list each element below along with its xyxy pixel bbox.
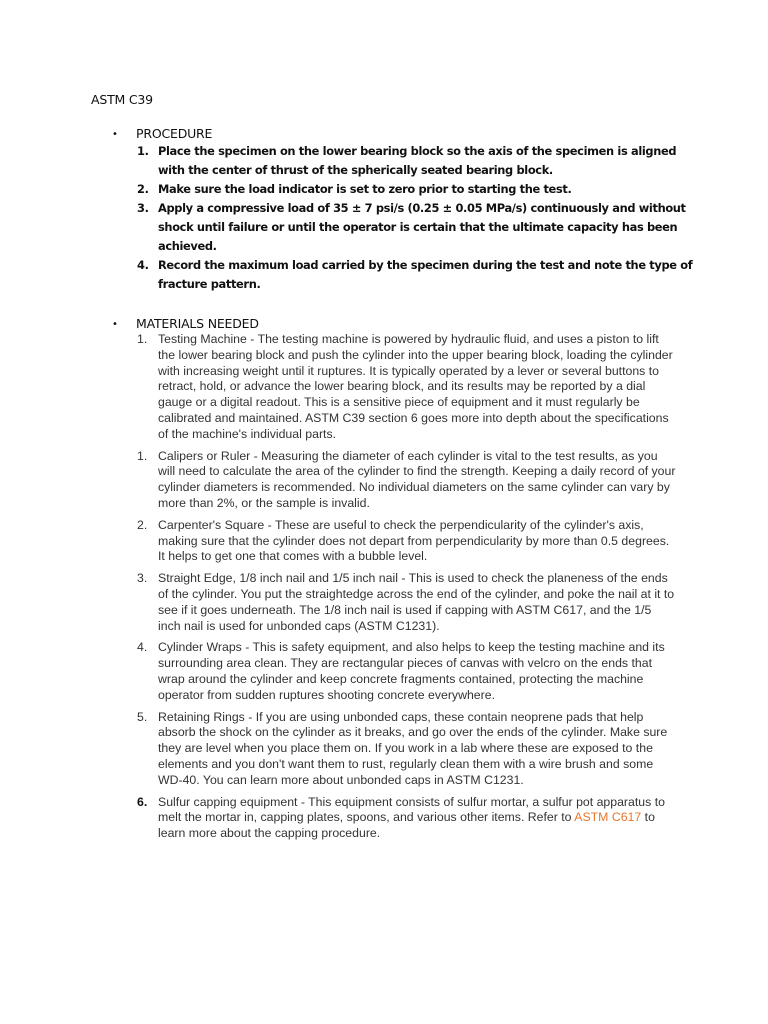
step-text: Place the specimen on the lower bearing block so the axis of the specimen is aligned with the center of thrust of the spherically seated bearing block. [158,144,677,177]
astm-c617-link[interactable]: ASTM C617 [574,810,642,825]
bullet-icon: • [112,319,118,330]
material-item [137,640,677,703]
materials-list [137,332,677,848]
procedure-step [137,180,697,199]
materials-heading [112,316,259,331]
bullet-icon: • [112,129,118,140]
step-number: 2. [137,182,149,196]
procedure-heading [112,126,212,141]
material-item [137,795,677,842]
item-number: 5. [137,709,148,724]
procedure-step [137,256,697,294]
material-item [137,518,677,565]
item-text-before-link: Sulfur capping equipment - This equipment consists of sulfur mortar, a sulfur pot apparatus to melt the mortar in, capping plates, spoons, and various other items. Refer to [158,794,665,825]
item-number: 2. [137,517,148,532]
item-text: Retaining Rings - If you are using unbonded caps, these contain neoprene pads that help absorb the shock on the cylinder as it breaks, and go over the ends of the cylinder. Make sure they are level when you place them on. If you work in a lab where these are exposed to the elements and you don't want them to rust, regularly clean them with a wire brush and some WD-40. You can learn more about unbonded caps in ASTM C1231. [158,709,668,787]
step-text: Apply a compressive load of 35 ± 7 psi/s (0.25 ± 0.05 MPa/s) continuously and without shock until failure or until the operator is certain that the ultimate capacity has been achieved. [158,201,686,253]
item-text: Cylinder Wraps - This is safety equipment, and also helps to keep the testing machine and its surrounding area clean. They are rectangular pieces of canvas with velcro on the ends that wrap around the cylinder and keep concrete fragments contained, protecting the machine operator from sudden ruptures shooting concrete everywhere. [158,640,665,702]
step-number: 3. [137,201,149,215]
item-number: 1. [137,448,148,463]
item-text: Calipers or Ruler - Measuring the diameter of each cylinder is vital to the test results, as you will need to calculate the area of the cylinder to find the strength. Keeping a daily record of your cylinder diameters is recommended. No individual diameters on the same cylinder can vary by more than 2%, or the sample is invalid. [158,448,676,510]
item-text [158,795,665,841]
procedure-list [137,142,697,294]
step-text: Make sure the load indicator is set to zero prior to starting the test. [158,182,572,196]
step-number: 1. [137,144,149,158]
step-text: Record the maximum load carried by the specimen during the test and note the type of fracture pattern. [158,258,693,291]
item-number: 6. [137,794,148,809]
item-text: Carpenter's Square - These are useful to check the perpendicularity of the cylinder's axis, making sure that the cylinder does not depart from perpendicularity by more than 0.5 degrees. It helps to get one that comes with a bubble level. [158,517,670,564]
material-item [137,710,677,789]
item-number: 3. [137,571,148,586]
item-text-after-link: to learn more about the capping procedure. [158,810,655,841]
step-number: 4. [137,258,149,272]
material-item [137,571,677,634]
materials-heading-label: MATERIALS NEEDED [136,316,259,331]
document-title: ASTM C39 [91,92,153,107]
material-item [137,449,677,512]
procedure-step [137,142,697,180]
material-item [137,332,677,443]
item-text: Straight Edge, 1/8 inch nail and 1/5 inch nail - This is used to check the planeness of the ends of the cylinder. You put the straightedge across the end of the cylinder, and poke the nail at it to see if it goes underneath. The 1/8 inch nail is used if capping with ASTM C617, and the 1/5 inch nail is used for unbonded caps (ASTM C1231). [158,571,675,633]
procedure-heading-label: PROCEDURE [136,126,213,141]
item-text: Testing Machine - The testing machine is powered by hydraulic fluid, and uses a piston to lift the lower bearing block and push the cylinder into the upper bearing block, loading the cylinder with increasing weight until it ruptures. It is typically operated by a lever or several buttons to retract, hold, or advance the lower bearing block, and its results may be reported by a dial gauge or a digital readout. This is a sensitive piece of equipment and it must regularly be calibrated and maintained. ASTM C39 section 6 goes more into depth about the specifications of the machine's individual parts. [158,332,673,441]
procedure-step [137,199,697,256]
item-number: 1. [137,332,148,346]
item-number: 4. [137,640,148,655]
